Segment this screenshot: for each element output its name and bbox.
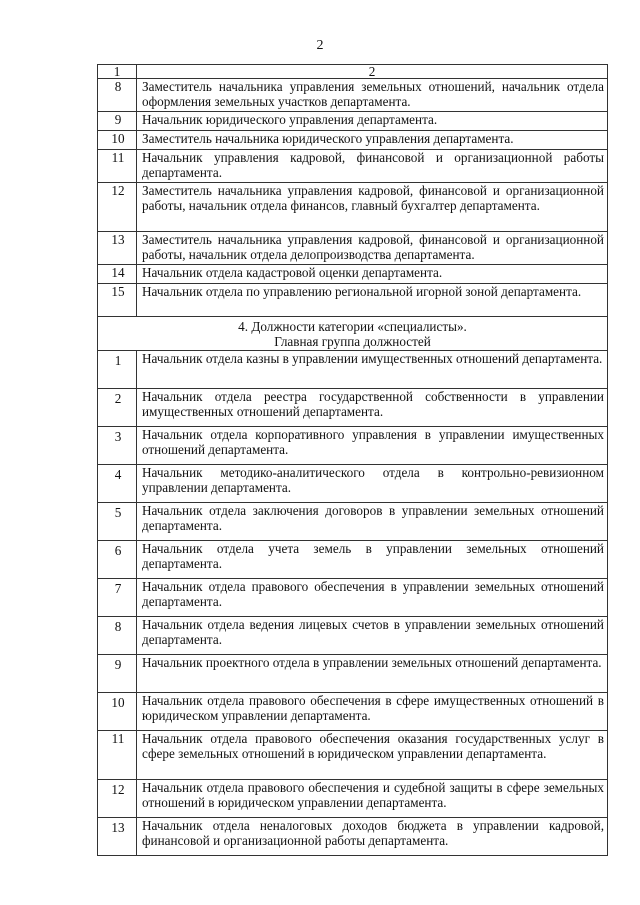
table-row	[98, 131, 608, 150]
row-number: 10	[98, 693, 137, 731]
row-text: Начальник отдела неналоговых доходов бюджета в управлении кадровой, финансовой и организационной работы департамента.	[137, 818, 608, 856]
row-text: Начальник юридического управления департамента.	[137, 112, 608, 131]
row-number: 14	[98, 265, 137, 284]
table-row	[98, 818, 608, 856]
table-row	[98, 284, 608, 317]
table-row	[98, 780, 608, 818]
row-number: 8	[98, 617, 137, 655]
table-row	[98, 183, 608, 232]
row-text: Начальник проектного отдела в управлении земельных отношений департамента.	[137, 655, 608, 693]
row-text: Начальник отдела реестра государственной собственности в управлении имущественных отношений департамента.	[137, 389, 608, 427]
table-row	[98, 389, 608, 427]
row-number: 12	[98, 183, 137, 232]
row-text: Начальник отдела учета земель в управлении земельных отношений департамента.	[137, 541, 608, 579]
row-text: Заместитель начальника управления кадровой, финансовой и организационной работы, начальник отдела делопроизводства департамента.	[137, 232, 608, 265]
row-number: 7	[98, 579, 137, 617]
table-row	[98, 79, 608, 112]
row-text: Начальник отдела по управлению региональной игорной зоной департамента.	[137, 284, 608, 317]
row-number: 9	[98, 112, 137, 131]
row-text: Начальник управления кадровой, финансовой и организационной работы департамента.	[137, 150, 608, 183]
row-number: 4	[98, 465, 137, 503]
row-number: 6	[98, 541, 137, 579]
row-text: Заместитель начальника юридического управления департамента.	[137, 131, 608, 150]
row-text: Начальник отдела кадастровой оценки департамента.	[137, 265, 608, 284]
row-number: 13	[98, 818, 137, 856]
section-title: 4. Должности категории «специалисты».	[238, 319, 467, 334]
row-number: 5	[98, 503, 137, 541]
row-text: Заместитель начальника управления кадровой, финансовой и организационной работы, начальник отдела финансов, главный бухгалтер департамента.	[137, 183, 608, 232]
row-number: 2	[98, 389, 137, 427]
table-row	[98, 150, 608, 183]
table-row	[98, 351, 608, 389]
row-text: Заместитель начальника управления земельных отношений, начальник отдела оформления земельных участков департамента.	[137, 79, 608, 112]
row-text: Начальник методико-аналитического отдела в контрольно-ревизионном управлении департамента.	[137, 465, 608, 503]
row-text: Начальник отдела правового обеспечения и судебной защиты в сфере земельных отношений в юридическом управлении департамента.	[137, 780, 608, 818]
row-text: Начальник отдела правового обеспечения в сфере имущественных отношений в юридическом управлении департамента.	[137, 693, 608, 731]
table-row	[98, 232, 608, 265]
header-col-1: 1	[98, 65, 137, 79]
table-row	[98, 541, 608, 579]
table-row	[98, 427, 608, 465]
row-number: 13	[98, 232, 137, 265]
header-col-2: 2	[137, 65, 608, 79]
section-subtitle: Главная группа должностей	[274, 334, 431, 349]
row-text: Начальник отдела казны в управлении имущественных отношений департамента.	[137, 351, 608, 389]
table-row	[98, 693, 608, 731]
table-row	[98, 731, 608, 780]
row-text: Начальник отдела правового обеспечения в управлении земельных отношений департамента.	[137, 579, 608, 617]
table-row	[98, 579, 608, 617]
row-number: 10	[98, 131, 137, 150]
section-heading-row	[98, 317, 608, 351]
positions-table	[97, 64, 608, 856]
row-text: Начальник отдела корпоративного управления в управлении имущественных отношений департамента.	[137, 427, 608, 465]
section-heading	[98, 317, 608, 351]
row-text: Начальник отдела ведения лицевых счетов в управлении земельных отношений департамента.	[137, 617, 608, 655]
row-number: 12	[98, 780, 137, 818]
table-header-row	[98, 65, 608, 79]
row-number: 8	[98, 79, 137, 112]
row-number: 9	[98, 655, 137, 693]
row-number: 3	[98, 427, 137, 465]
table-row	[98, 617, 608, 655]
table-row	[98, 112, 608, 131]
row-text: Начальник отдела заключения договоров в управлении земельных отношений департамента.	[137, 503, 608, 541]
table-row	[98, 465, 608, 503]
row-number: 11	[98, 150, 137, 183]
table-row	[98, 265, 608, 284]
table-row	[98, 503, 608, 541]
row-text: Начальник отдела правового обеспечения оказания государственных услуг в сфере земельных отношений в юридическом управлении департамента.	[137, 731, 608, 780]
row-number: 11	[98, 731, 137, 780]
row-number: 15	[98, 284, 137, 317]
table-row	[98, 655, 608, 693]
row-number: 1	[98, 351, 137, 389]
page-number: 2	[316, 38, 324, 53]
